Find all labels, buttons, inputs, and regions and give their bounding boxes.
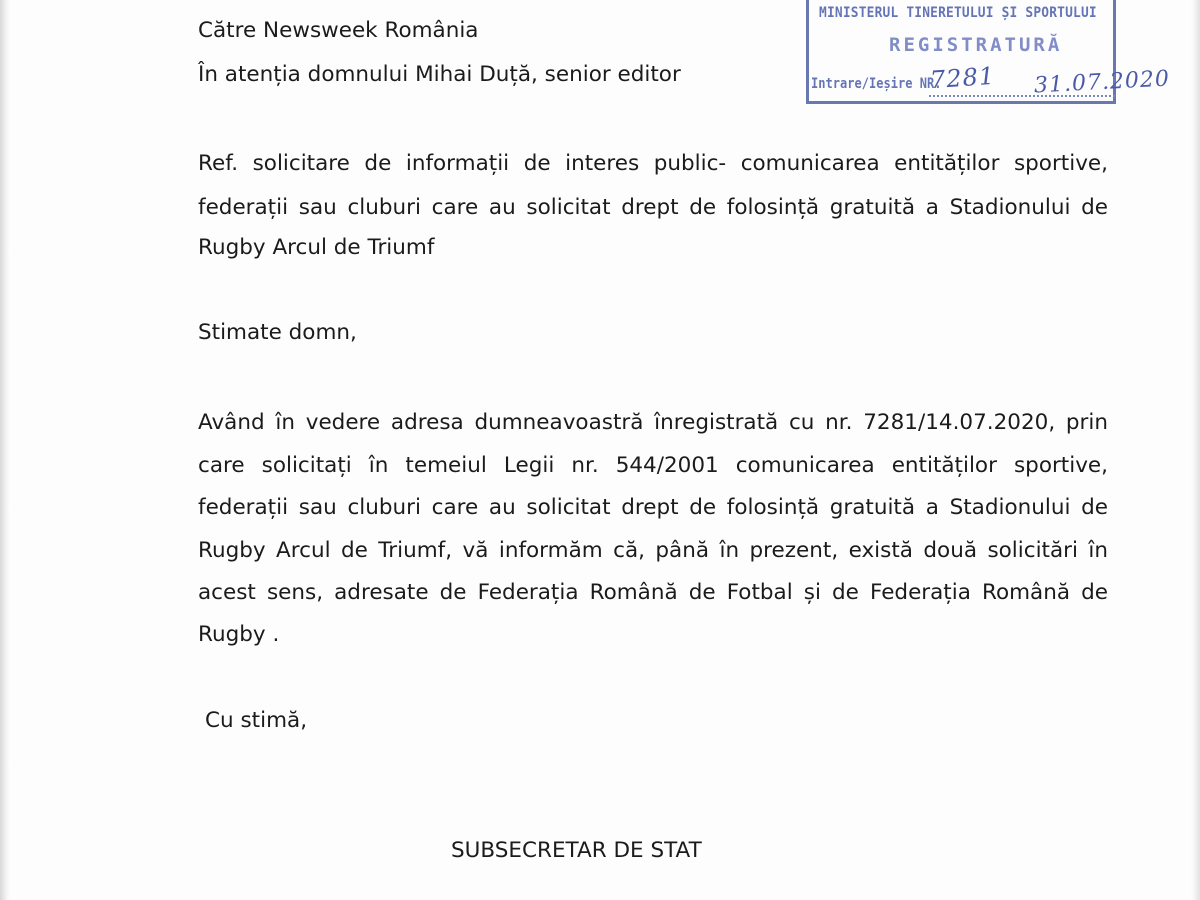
body-line: acest sens, adresate de Federația Română de Fotbal și de Federația Română de — [198, 580, 1108, 605]
reference-line: Ref. solicitare de informații de interes public- comunicarea entităților sportive, — [198, 151, 1108, 176]
body-line: Rugby . — [198, 622, 280, 647]
stamp-ministry-name: MINISTERUL TINERETULUI ȘI SPORTULUI — [819, 5, 1097, 21]
body-line: care solicitați în temeiul Legii nr. 544/2001 comunicarea entităților sportive, — [198, 453, 1108, 478]
salutation: Stimate domn, — [198, 320, 357, 345]
reference-line: federații sau cluburi care au solicitat drept de folosință gratuită a Stadionului de — [198, 195, 1108, 220]
stamp-handwritten-date: 31.07.2020 — [1033, 66, 1171, 99]
stamp-office-name: REGISTRATURĂ — [889, 34, 1063, 56]
scan-edge-right — [1190, 0, 1200, 900]
body-line: Având în vedere adresa dumneavoastră înregistrată cu nr. 7281/14.07.2020, prin — [198, 410, 1108, 435]
body-line: Rugby Arcul de Triumf, vă informăm că, până în prezent, există două solicitări în — [198, 538, 1108, 563]
closing: Cu stimă, — [205, 708, 308, 733]
stamp-entry-exit-label: Intrare/Ieșire NR. — [811, 76, 942, 92]
scan-edge-left — [0, 0, 10, 900]
reference-line: Rugby Arcul de Triumf — [198, 235, 435, 260]
signatory-title: SUBSECRETAR DE STAT — [451, 838, 702, 863]
stamp-handwritten-number: 7281 — [929, 61, 996, 95]
body-line: federații sau cluburi care au solicitat drept de folosință gratuită a Stadionului de — [198, 495, 1108, 520]
attention-line: În atenția domnului Mihai Duță, senior editor — [198, 62, 681, 87]
recipient-line: Către Newsweek România — [198, 18, 479, 43]
